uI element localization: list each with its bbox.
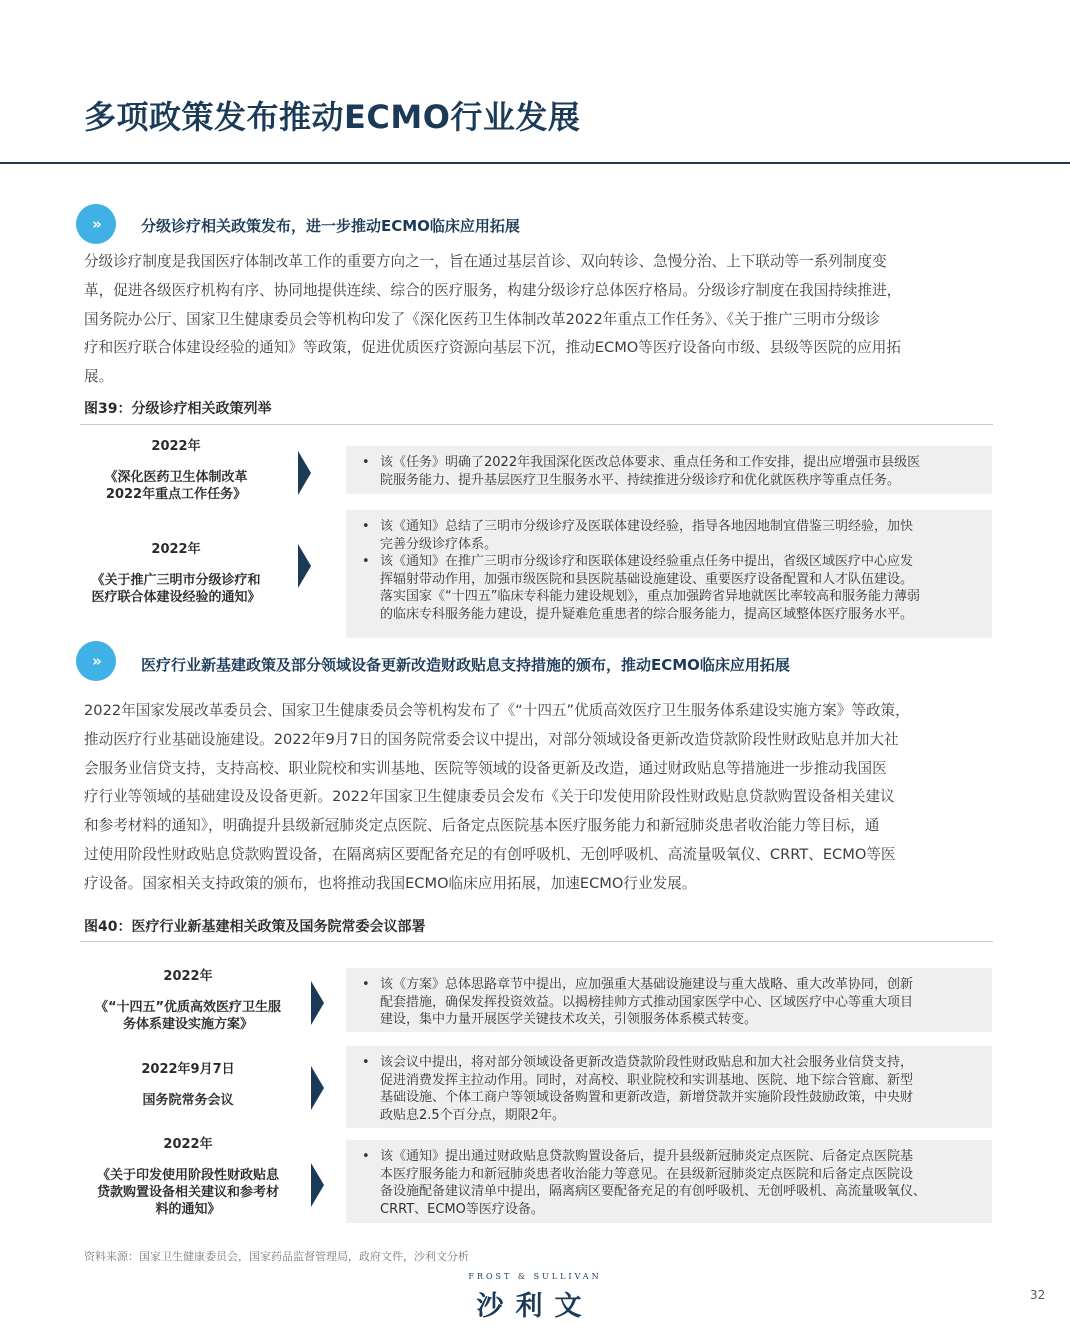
- policy-detail-box: [346, 510, 992, 638]
- list-item: • 该《通知》总结了三明市分级诊疗及医联体建设经验，指导各地因地制宜借鉴三明经验，加快 完善分级诊疗体系。: [380, 518, 976, 553]
- list-item: • 该《通知》在推广三明市分级诊疗和医联体建设经验重点任务中提出，省级区域医疗中心应发 挥辐射带动作用，加强市级医院和县医院基础设施建设、重要医疗设备配置和人才队伍建设。 落实国家《“十四五”临床专科能力建设规划》，重点加强跨省异地就医比率较高和服务能力薄弱 的临床专科服务能力建设，提升疑难危重患者的综合服务能力，提高区域整体医疗服务水平。: [380, 553, 976, 623]
- brand-logo: 沙利文: [476, 1291, 594, 1322]
- figure-caption: 图39：分级诊疗相关政策列举: [84, 401, 272, 417]
- policy-document: 国务院常务会议: [142, 1093, 234, 1108]
- policy-detail-box: [346, 968, 992, 1032]
- policy-document: 《深化医药卫生体制改革 2022年重点工作任务》: [104, 470, 248, 502]
- policy-detail-box: [346, 1046, 992, 1128]
- chevron-right-icon: [298, 451, 311, 495]
- policy-detail-box: [346, 446, 992, 494]
- policy-detail-box: [346, 1140, 992, 1223]
- policy-date: 2022年9月7日: [141, 1062, 235, 1077]
- list-item: • 该《通知》提出通过财政贴息贷款购置设备后，提升县级新冠肺炎定点医院、后备定点医院基 本医疗服务能力和新冠肺炎患者收治能力等意见。在县级新冠肺炎定点医院和后备定点医院设 备设施配备建议清单中提出，隔离病区要配备充足的有创呼吸机、无创呼吸机、高流量吸氧仪、 CRRT、ECMO等医疗设备。: [380, 1148, 976, 1218]
- list-item: • 该《方案》总体思路章节中提出，应加强重大基础设施建设与重大战略、重大改革协同，创新 配套措施，确保发挥投资效益。以揭榜挂帅方式推动国家医学中心、区域医疗中心等重大项目 建设，集中力量开展医学关键技术攻关，引领服务体系模式转变。: [380, 976, 976, 1029]
- figure-divider: [80, 941, 993, 942]
- chevron-right-icon: [311, 1163, 324, 1207]
- section-heading: 分级诊疗相关政策发布，进一步推动ECMO临床应用拓展: [141, 217, 520, 235]
- list-item: • 该会议中提出，将对部分领域设备更新改造贷款阶段性财政贴息和加大社会服务业信贷支持， 促进消费发挥主拉动作用。同时，对高校、职业院校和实训基地、医院、地下综合管廊、新型 基础设施、个体工商户等领域设备购置和更新改造，新增贷款并实施阶段性鼓励政策，中央财 政贴息2.5个百分点，期限2年。: [380, 1054, 976, 1124]
- policy-document: 《关于印发使用阶段性财政贴息 贷款购置设备相关建议和参考材 料的通知》: [96, 1168, 279, 1217]
- page-number: 32: [1030, 1288, 1046, 1302]
- source-note: 资料来源：国家卫生健康委员会，国家药品监督管理局，政府文件，沙利文分析: [84, 1250, 469, 1263]
- policy-year: 2022年: [151, 439, 201, 454]
- brand-logo-text: FROST & SULLIVAN: [468, 1272, 602, 1281]
- section-paragraph: 2022年国家发展改革委员会、国家卫生健康委员会等机构发布了《“十四五”优质高效医疗卫生服务体系建设实施方案》等政策， 推动医疗行业基础设施建设。2022年9月7日的国务院常委会议中提出，对部分领域设备更新改造贷款阶段性财政贴息并加大社 会服务业信贷支持，支持高校、职业院校和实训基地、医院等领域的设备更新及改造，通过财政贴息等措施进一步推动我国医 疗行业等领域的基础建设及设备更新。2022年国家卫生健康委员会发布《关于印发使用阶段性财政贴息贷款购置设备相关建议 和参考材料的通知》，明确提升县级新冠肺炎定点医院、后备定点医院基本医疗服务能力和新冠肺炎患者收治能力等目标，通 过使用阶段性财政贴息贷款购置设备，在隔离病区要配备充足的有创呼吸机、无创呼吸机、高流量吸氧仪、CRRT、ECMO等医 疗设备。国家相关支持政策的颁布，也将推动我国ECMO临床应用拓展，加速ECMO行业发展。: [84, 702, 910, 892]
- double-chevron-icon: »: [76, 641, 116, 681]
- policy-year: 2022年: [151, 542, 201, 557]
- double-chevron-icon: »: [76, 204, 116, 244]
- policy-year: 2022年: [163, 1137, 213, 1152]
- chevron-right-icon: [311, 1066, 324, 1110]
- list-item: • 该《任务》明确了2022年我国深化医改总体要求、重点任务和工作安排，提出应增强市县级医 院服务能力、提升基层医疗卫生服务水平、持续推进分级诊疗和优化就医秩序等重点任务。: [380, 454, 976, 489]
- section-paragraph: 分级诊疗制度是我国医疗体制改革工作的重要方向之一，旨在通过基层首诊、双向转诊、急慢分治、上下联动等一系列制度变 革，促进各级医疗机构有序、协同地提供连续、综合的医疗服务，构建分级诊疗总体医疗格局。分级诊疗制度在我国持续推进， 国务院办公厅、国家卫生健康委员会等机构印发了《深化医药卫生体制改革2022年重点工作任务》、《关于推广三明市分级诊 疗和医疗联合体建设经验的通知》等政策，促进优质医疗资源向基层下沉，推动ECMO等医疗设备向市级、县级等医院的应用拓 展。: [84, 253, 902, 386]
- section-heading: 医疗行业新基建政策及部分领域设备更新改造财政贴息支持措施的颁布，推动ECMO临床应用拓展: [141, 656, 790, 674]
- policy-document: 《“十四五”优质高效医疗卫生服 务体系建设实施方案》: [94, 1000, 282, 1032]
- policy-document: 《关于推广三明市分级诊疗和 医疗联合体建设经验的通知》: [91, 573, 261, 605]
- policy-year: 2022年: [163, 969, 213, 984]
- figure-caption: 图40：医疗行业新基建相关政策及国务院常委会议部署: [84, 919, 426, 935]
- chevron-right-icon: [311, 981, 324, 1025]
- title-divider: [0, 162, 1070, 164]
- chevron-right-icon: [298, 544, 311, 588]
- page-title: 多项政策发布推动ECMO行业发展: [84, 98, 581, 136]
- figure-divider: [80, 424, 993, 425]
